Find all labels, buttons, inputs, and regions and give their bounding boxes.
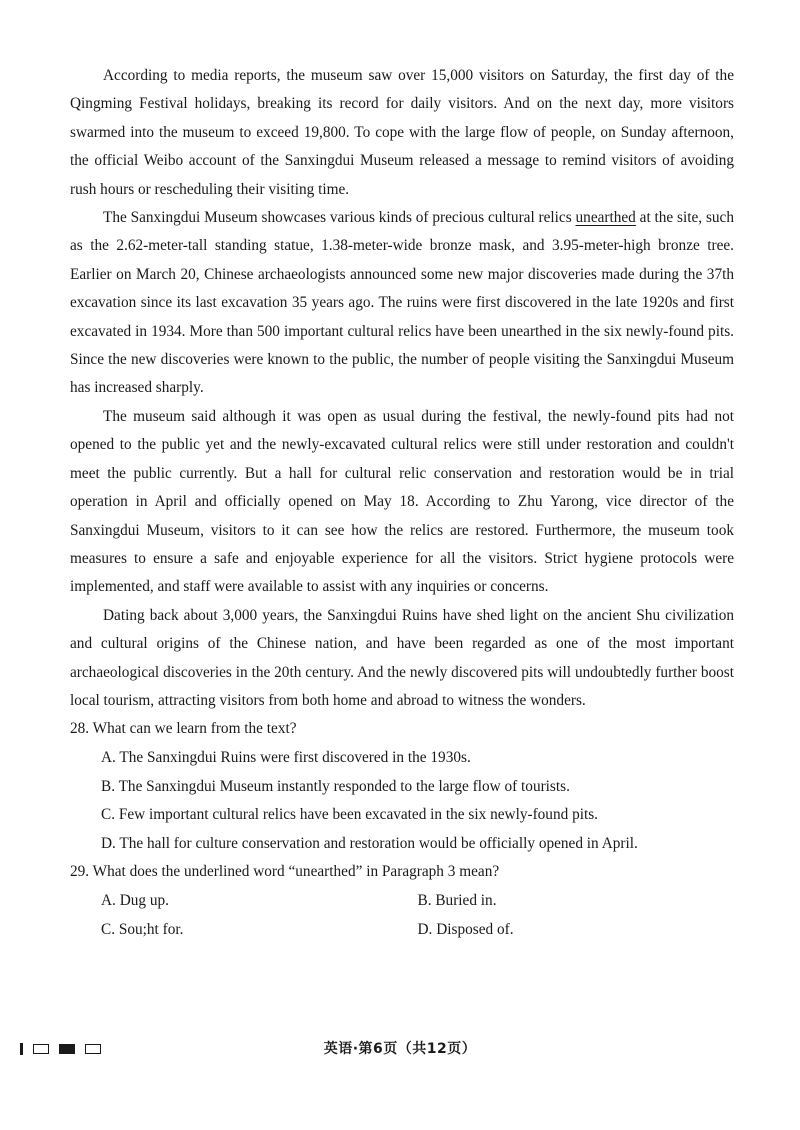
option-b: B. Buried in.: [417, 891, 497, 909]
page-footer: [0, 1038, 800, 1062]
question-stem: 28. What can we learn from the text?: [70, 720, 297, 738]
page-number: 英语·第6页（共12页）: [323, 1041, 477, 1057]
paragraph-2-text-after: at the site, such as the 2.62-meter-tall standing statue, 1.38-meter-wide bronze mask, and 3.95-meter-high bronze tree. Earlier on March 20, Chinese archaeologists announced some new major discoveries made during the 37th excavation since its last excavation 35 years ago. The ruins were first discovered in the late 1920s and first excavated in 1934. More than 500 important cultural relics have been unearthed in the six newly-found pits. Since the new discoveries were known to the public, the number of people visiting the Sanxingdui Museum has increased sharply.: [70, 209, 734, 397]
option-d: D. The hall for culture conservation and restoration would be officially opened in April.: [101, 834, 638, 852]
option-d: D. Disposed of.: [417, 920, 514, 938]
paragraph-2: [70, 204, 734, 403]
paragraph-1: According to media reports, the museum saw over 15,000 visitors on Saturday, the first day of the Qingming Festival holidays, breaking its record for daily visitors. And on the next day, more visitors swarmed into the museum to exceed 19,800. To cope with the large flow of people, on Sunday afternoon, the official Weibo account of the Sanxingdui Museum released a message to remind visitors of avoiding rush hours or rescheduling their visiting time.: [70, 67, 734, 198]
paragraph-4: Dating back about 3,000 years, the Sanxingdui Ruins have shed light on the ancient Shu civilization and cultural origins of the Chinese nation, and have been regarded as one of the most important archaeological discoveries in the 20th century. And the newly discovered pits will undoubtedly further boost local tourism, attracting visitors from both home and abroad to witness the wonders.: [70, 606, 734, 709]
underlined-word: unearthed: [575, 209, 636, 227]
question-29: [70, 858, 734, 944]
option-c: C. Sou;ht for.: [101, 920, 184, 938]
question-stem: 29. What does the underlined word “unearthed” in Paragraph 3 mean?: [70, 863, 500, 881]
option-c: C. Few important cultural relics have been excavated in the six newly-found pits.: [101, 806, 599, 824]
options-row-1: [101, 887, 734, 916]
paragraph-3: The museum said although it was open as usual during the festival, the newly-found pits had not opened to the public yet and the newly-excavated cultural relics were still under restoration and couldn't meet the public currently. But a hall for cultural relic conservation and restoration would be in trial operation in April and officially opened on May 18. According to Zhu Yarong, vice director of the Sanxingdui Museum, visitors to it can see how the relics are restored. Furthermore, the museum took measures to ensure a safe and enjoyable experience for all the visitors. Strict hygiene protocols were implemented, and staff were available to assist with any inquiries or concerns.: [70, 407, 734, 596]
options-row-2: [101, 916, 734, 945]
option-a: A. The Sanxingdui Ruins were first discovered in the 1930s.: [101, 748, 471, 766]
question-28: [70, 715, 734, 858]
option-b: B. The Sanxingdui Museum instantly responded to the large flow of tourists.: [101, 777, 570, 795]
document-page: [70, 62, 734, 944]
paragraph-2-text-before: The Sanxingdui Museum showcases various kinds of precious cultural relics: [103, 209, 576, 227]
option-a: A. Dug up.: [101, 891, 169, 909]
